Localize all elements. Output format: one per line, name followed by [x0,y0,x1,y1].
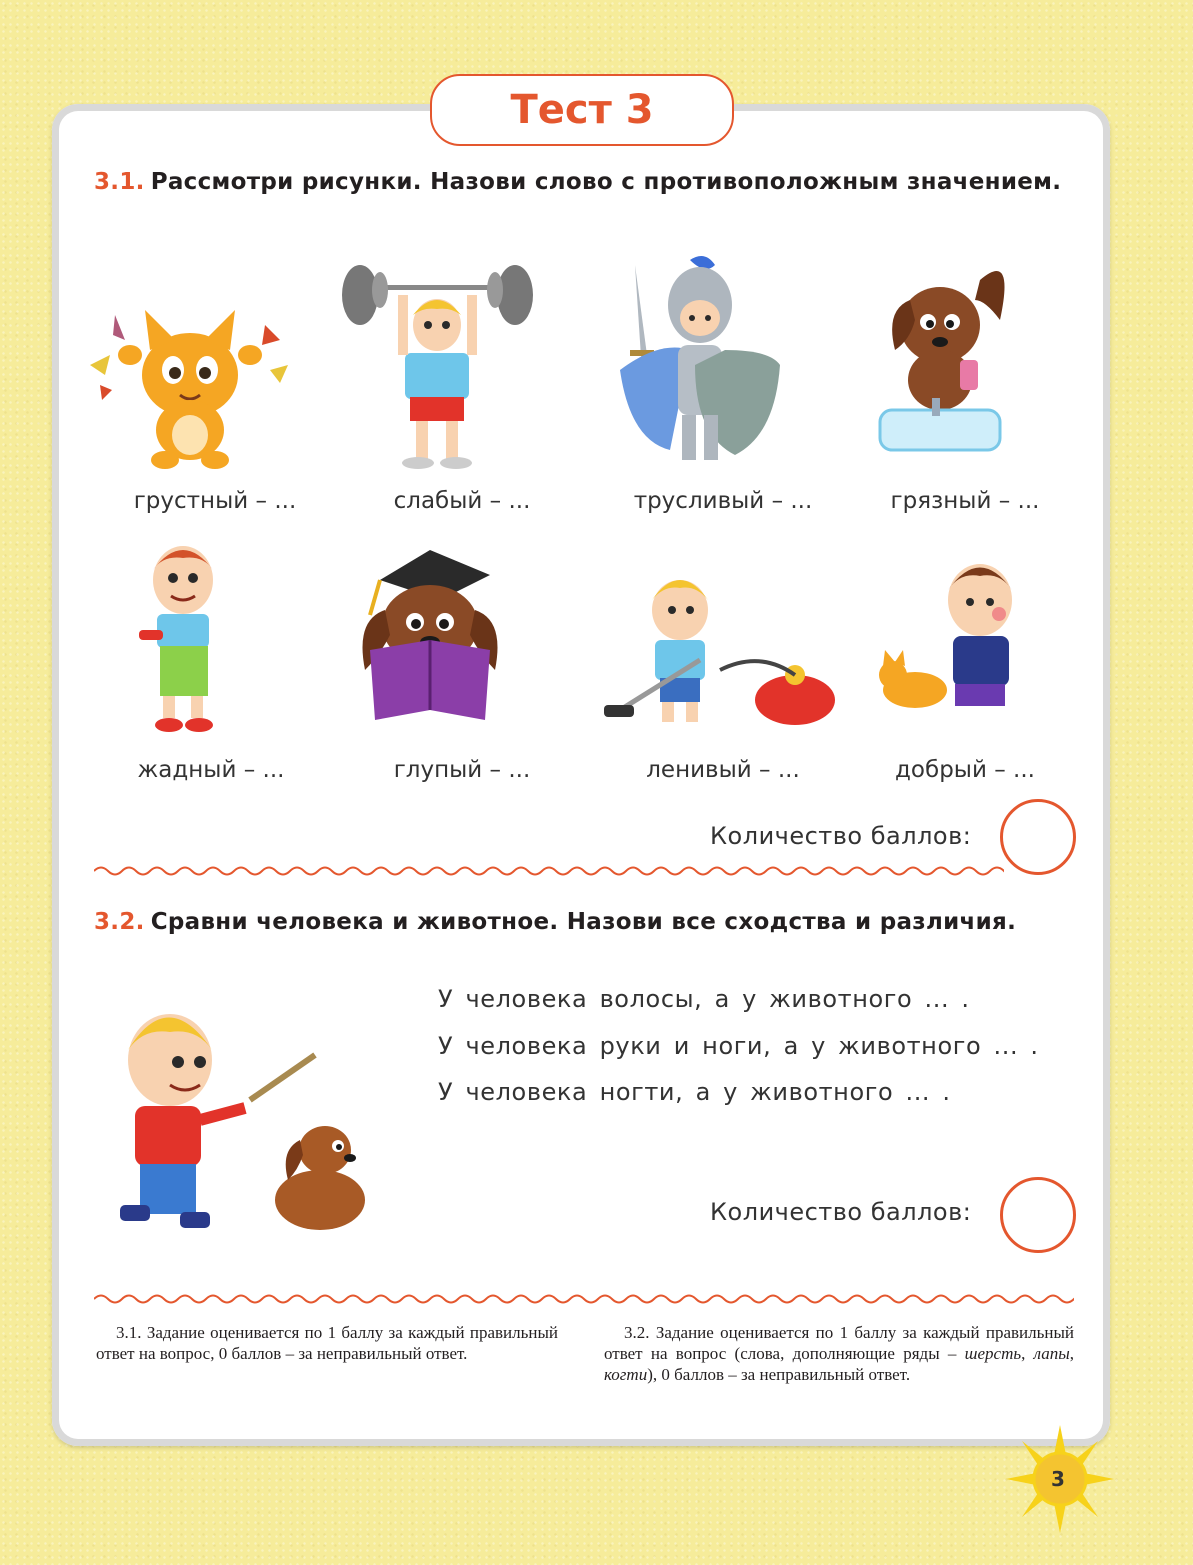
note-sep: , [1021,1344,1034,1363]
task-3-2-score-label: Количество баллов: [710,1198,972,1226]
sentence-arms-legs: У человека руки и ноги, а у животного ... . [438,1032,1039,1060]
sad-kitten-illustration [85,295,295,475]
task-3-1-score-label: Количество баллов: [710,822,972,850]
caption-sad: грустный – ... [133,488,297,514]
note-task-3-2-part2: ), 0 баллов – за неправильный ответ. [647,1365,911,1384]
note-word-claws: когти [604,1365,648,1384]
sentence-nails: У человека ногти, а у животного ... . [438,1078,951,1106]
note-sep: , [1069,1344,1075,1363]
task-3-2-text: Сравни человека и животное. Назови все сходства и различия. [150,909,1017,935]
caption-kind: добрый – ... [895,757,1035,783]
task-3-1-score-circle[interactable] [1000,799,1076,875]
note-task-3-1: 3.1. Задание оценивается по 1 баллу за каждый правильный ответ на вопрос, 0 баллов – за неправильный ответ. [96,1323,558,1363]
caption-cowardly: трусливый – ... [633,488,813,514]
caption-lazy: ленивый – ... [646,757,800,783]
clever-dog-illustration [350,540,510,730]
task-3-1-number: 3.1. [94,169,145,195]
note-task-3-2-part1: 3.2. Задание оценивается по 1 баллу за каждый правильный ответ на вопрос (слова, дополняющие ряды – [604,1323,1074,1363]
divider-wave-notes [94,1292,1074,1306]
kind-boy-cat-illustration [875,550,1030,730]
task-3-1-text: Рассмотри рисунки. Назови слово с противоположным значением. [150,169,1062,195]
lazy-boy-vacuum-illustration [600,560,840,735]
caption-greedy: жадный – ... [137,757,285,783]
caption-dirty: грязный – ... [890,488,1040,514]
page-title: Тест 3 [430,74,734,146]
note-word-fur: шерсть [964,1344,1022,1363]
divider-wave [94,864,1004,878]
greedy-boy-illustration [125,530,240,735]
caption-stupid: глупый – ... [393,757,531,783]
task-3-1-heading [94,166,1064,198]
task-3-2-heading [94,906,1064,938]
brave-knight-illustration [600,250,790,475]
task-3-2-number: 3.2. [94,909,145,935]
dirty-puppy-illustration [870,250,1010,465]
note-task-3-2 [604,1322,1074,1385]
boy-and-dog-illustration [100,1000,390,1255]
strong-boy-illustration [340,265,535,475]
note-word-paws: лапы [1033,1344,1070,1363]
task-3-2-score-circle[interactable] [1000,1177,1076,1253]
sentence-hair: У человека волосы, а у животного ... . [438,985,970,1013]
page-number: 3 [1051,1467,1065,1491]
caption-weak: слабый – ... [393,488,531,514]
